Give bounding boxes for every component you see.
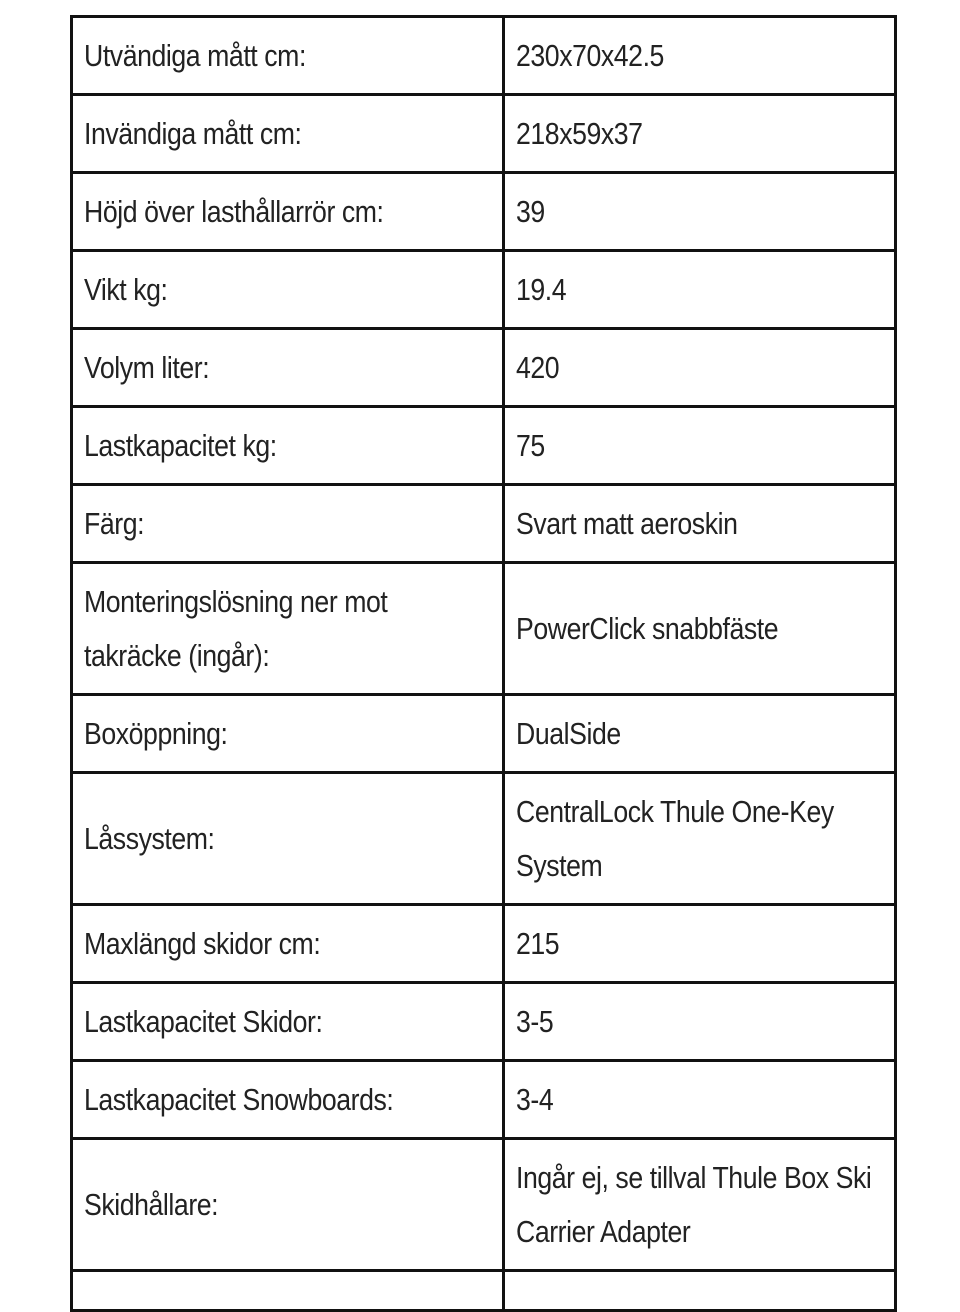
table-row [72, 1271, 896, 1311]
spec-value: 230x70x42.5 [504, 17, 896, 95]
spec-value: 3-5 [504, 983, 896, 1061]
spec-label: Volym liter: [72, 329, 504, 407]
spec-value: 39 [504, 173, 896, 251]
spec-table [70, 15, 897, 1312]
spec-label: Höjd över lasthållarrör cm: [72, 173, 504, 251]
spec-value: DualSide [504, 695, 896, 773]
spec-label: Lastkapacitet kg: [72, 407, 504, 485]
table-row [72, 329, 896, 407]
spec-value: 420 [504, 329, 896, 407]
spec-label: Lastkapacitet Snowboards: [72, 1061, 504, 1139]
spec-label: Färg: [72, 485, 504, 563]
spec-value: 218x59x37 [504, 95, 896, 173]
spec-value: 215 [504, 905, 896, 983]
spec-value: 3-4 [504, 1061, 896, 1139]
table-row [72, 407, 896, 485]
spec-value [504, 1271, 896, 1311]
spec-label: Utvändiga mått cm: [72, 17, 504, 95]
table-row [72, 17, 896, 95]
table-row [72, 905, 896, 983]
spec-value: 75 [504, 407, 896, 485]
spec-value: PowerClick snabbfäste [504, 563, 896, 695]
spec-value: Svart matt aeroskin [504, 485, 896, 563]
spec-label [72, 1271, 504, 1311]
table-row [72, 251, 896, 329]
spec-label: Skidhållare: [72, 1139, 504, 1271]
table-row [72, 95, 896, 173]
table-row [72, 773, 896, 905]
table-row [72, 983, 896, 1061]
spec-label: Monteringslösning ner mot takräcke (ingår): [72, 563, 504, 695]
spec-label: Maxlängd skidor cm: [72, 905, 504, 983]
table-row [72, 485, 896, 563]
table-row [72, 695, 896, 773]
spec-label: Lastkapacitet Skidor: [72, 983, 504, 1061]
spec-value: Ingår ej, se tillval Thule Box Ski Carrier Adapter [504, 1139, 896, 1271]
table-row [72, 1139, 896, 1271]
spec-value: CentralLock Thule One-Key System [504, 773, 896, 905]
spec-label: Vikt kg: [72, 251, 504, 329]
table-row [72, 1061, 896, 1139]
spec-label: Låssystem: [72, 773, 504, 905]
table-row [72, 173, 896, 251]
table-row [72, 563, 896, 695]
spec-label: Boxöppning: [72, 695, 504, 773]
spec-label: Invändiga mått cm: [72, 95, 504, 173]
spec-value: 19.4 [504, 251, 896, 329]
